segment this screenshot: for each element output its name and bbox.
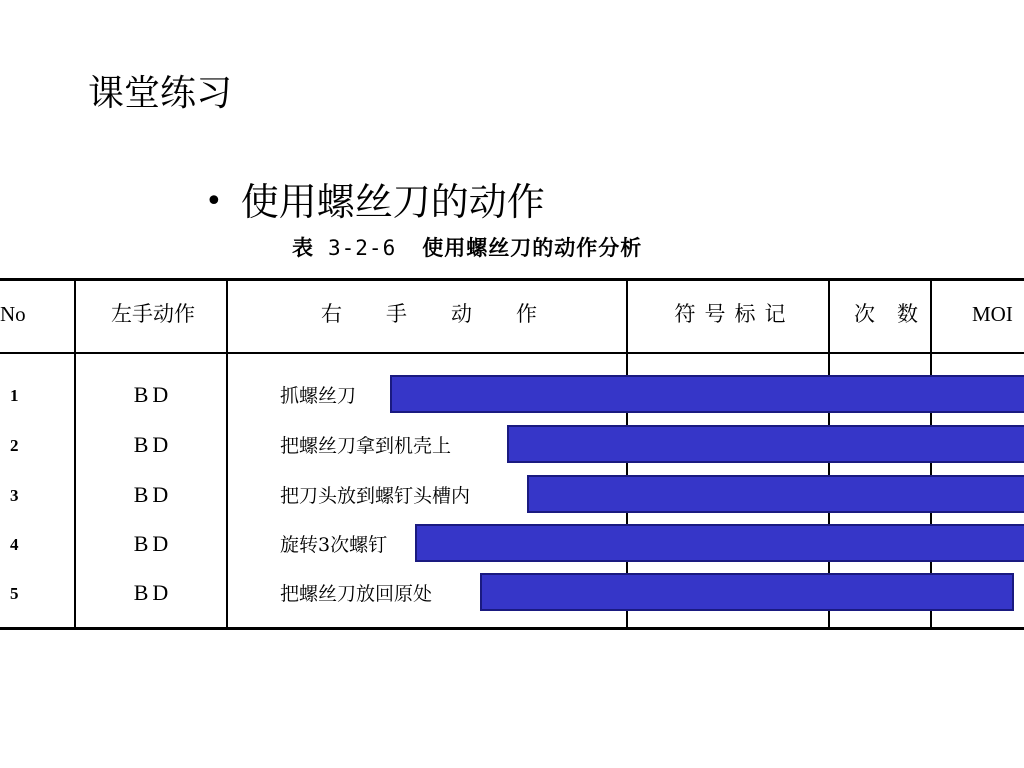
header-right-hand: 右手动作 bbox=[321, 302, 581, 326]
slide-title: 课堂练习 bbox=[88, 73, 233, 114]
left-hand-action: BD bbox=[133, 432, 173, 457]
header-mod: MOI bbox=[972, 302, 1013, 326]
bullet-dot-icon: • bbox=[205, 184, 223, 219]
motion-analysis-table bbox=[0, 274, 1024, 634]
left-hand-action: BD bbox=[133, 531, 173, 556]
right-hand-action: 把刀头放到螺钉头槽内 bbox=[280, 485, 471, 507]
table-row bbox=[0, 474, 1024, 522]
table-caption-prefix: 表 bbox=[292, 235, 314, 260]
bullet-item bbox=[205, 178, 545, 226]
table-header-rule bbox=[0, 352, 1024, 354]
row-number: 2 bbox=[10, 436, 19, 455]
row-number: 4 bbox=[10, 535, 19, 554]
right-hand-action: 抓螺丝刀 bbox=[280, 385, 357, 407]
row-number: 5 bbox=[10, 584, 19, 603]
right-hand-action: 旋转3次螺钉 bbox=[280, 534, 388, 556]
table-caption bbox=[292, 234, 642, 262]
row-number: 3 bbox=[10, 486, 19, 505]
table-top-rule bbox=[0, 278, 1024, 281]
table-bottom-rule bbox=[0, 627, 1024, 630]
left-hand-action: BD bbox=[133, 482, 173, 507]
header-count: 次数 bbox=[854, 302, 940, 326]
redaction-bar bbox=[527, 475, 1024, 513]
redaction-bar bbox=[507, 425, 1024, 463]
left-hand-action: BD bbox=[133, 580, 173, 605]
table-caption-title: 使用螺丝刀的动作分析 bbox=[422, 235, 643, 260]
right-hand-action: 把螺丝刀拿到机壳上 bbox=[280, 435, 452, 457]
table-row bbox=[0, 572, 1024, 620]
redaction-bar bbox=[480, 573, 1014, 611]
row-number: 1 bbox=[10, 386, 19, 405]
header-symbol: 符号标记 bbox=[674, 302, 795, 326]
table-row bbox=[0, 374, 1024, 422]
redaction-bar bbox=[415, 524, 1024, 562]
table-row bbox=[0, 523, 1024, 571]
header-left-hand: 左手动作 bbox=[111, 302, 195, 326]
table-row bbox=[0, 424, 1024, 472]
left-hand-action: BD bbox=[133, 382, 173, 407]
header-no: No bbox=[0, 302, 26, 326]
bullet-text: 使用螺丝刀的动作 bbox=[240, 180, 545, 224]
redaction-bar bbox=[390, 375, 1024, 413]
table-caption-number: 3-2-6 bbox=[328, 236, 397, 260]
right-hand-action: 把螺丝刀放回原处 bbox=[280, 583, 433, 605]
